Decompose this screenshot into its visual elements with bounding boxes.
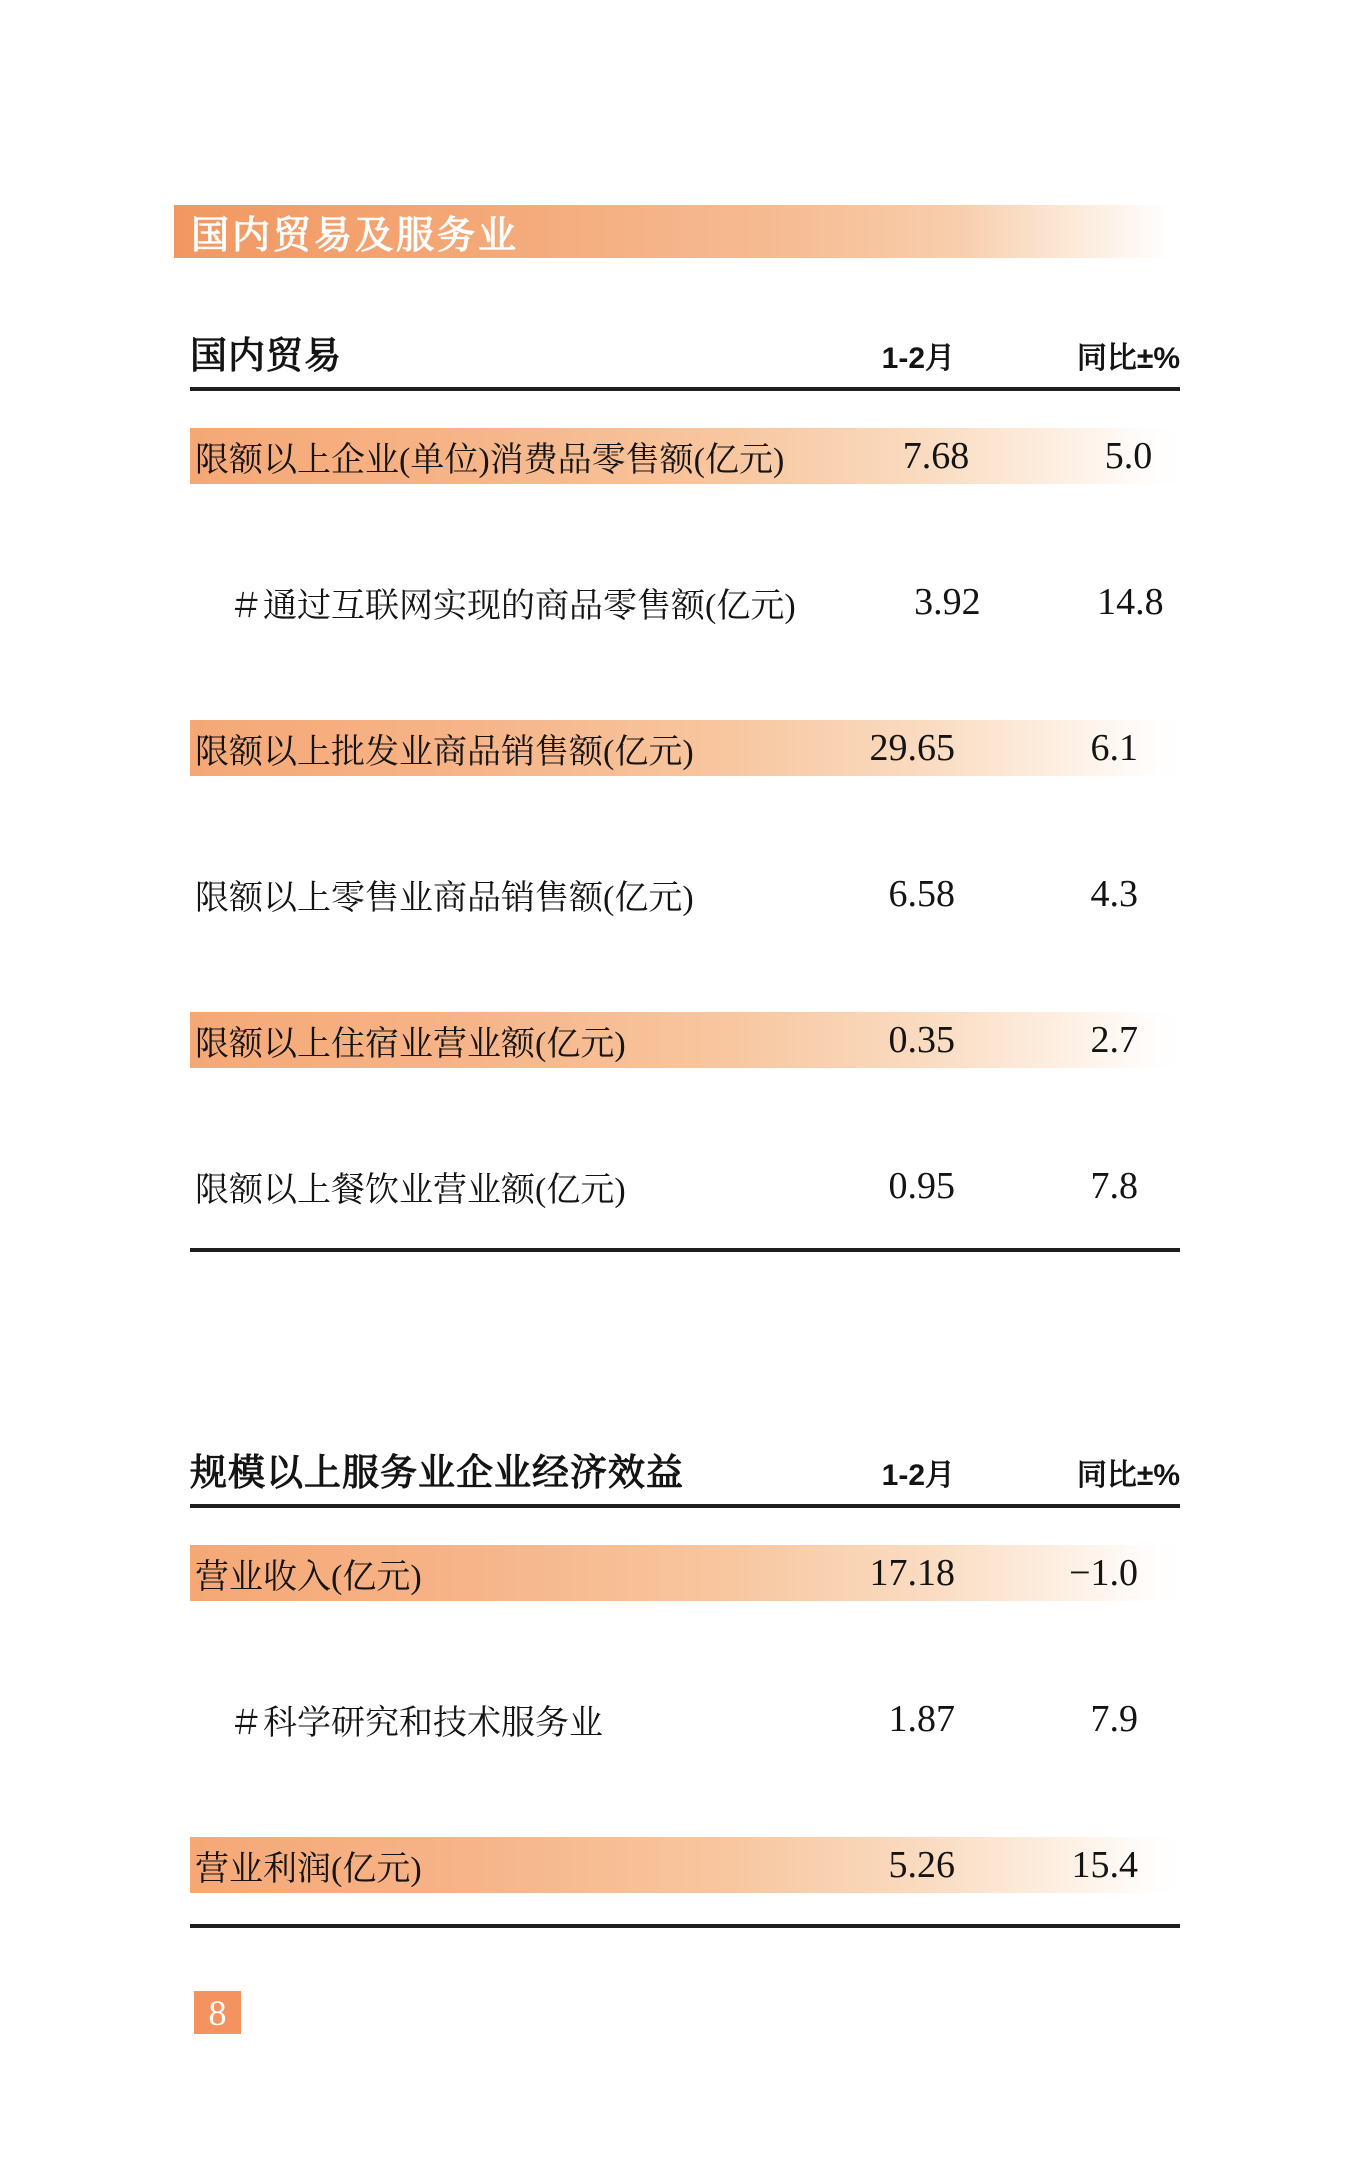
row-label: 限额以上零售业商品销售额(亿元)	[195, 879, 694, 917]
footer-divider	[190, 1924, 1180, 1928]
value-period: 29.65	[869, 727, 955, 769]
table-row	[190, 720, 1180, 776]
table-header	[190, 325, 1180, 387]
value-yoy: 7.8	[1090, 1165, 1138, 1207]
value-yoy: 5.0	[1104, 435, 1153, 477]
header-divider	[190, 1504, 1180, 1508]
value-yoy: 15.4	[1071, 1844, 1138, 1886]
header-divider	[190, 387, 1180, 391]
value-period: 1.87	[888, 1698, 955, 1740]
table-row	[190, 1691, 1180, 1747]
value-period: 0.95	[888, 1165, 955, 1207]
row-label: ＃通过互联网实现的商品零售额(亿元)	[229, 587, 796, 625]
table-row	[190, 428, 1180, 484]
page-number: 8	[208, 1992, 227, 2033]
row-label: 限额以上住宿业营业额(亿元)	[195, 1025, 626, 1063]
value-period: 6.58	[888, 873, 955, 915]
column-header-yoy: 同比±%	[1076, 342, 1180, 375]
page-number-badge	[194, 1991, 241, 2034]
row-label: 限额以上批发业商品销售额(亿元)	[195, 733, 694, 771]
table-row	[190, 1012, 1180, 1068]
value-period: 0.35	[888, 1019, 955, 1061]
table-services-benefit	[190, 1442, 1180, 1928]
table-domestic-trade	[190, 325, 1180, 1252]
section-title: 国内贸易及服务业	[191, 215, 520, 257]
table-row	[190, 866, 1180, 922]
row-label: 限额以上餐饮业营业额(亿元)	[195, 1171, 626, 1209]
row-label: 营业收入(亿元)	[195, 1558, 422, 1596]
column-header-period: 1-2月	[881, 342, 955, 375]
column-header-period: 1-2月	[881, 1459, 955, 1492]
value-yoy: 4.3	[1090, 873, 1138, 915]
table-title: 国内贸易	[190, 335, 342, 376]
table-title: 规模以上服务业企业经济效益	[190, 1452, 684, 1493]
section-banner	[174, 205, 1180, 258]
value-period: 3.92	[914, 581, 981, 623]
value-period: 7.68	[902, 435, 970, 477]
value-yoy: 14.8	[1097, 581, 1164, 623]
row-label: 营业利润(亿元)	[195, 1850, 422, 1888]
table-header	[190, 1442, 1180, 1504]
table-row	[190, 1545, 1180, 1601]
column-header-yoy: 同比±%	[1076, 1459, 1180, 1492]
table-row	[190, 1837, 1180, 1893]
table-row	[190, 574, 1180, 630]
value-yoy: −1.0	[1069, 1552, 1138, 1594]
value-yoy: 7.9	[1090, 1698, 1138, 1740]
value-yoy: 6.1	[1090, 727, 1138, 769]
value-yoy: 2.7	[1090, 1019, 1138, 1061]
value-period: 5.26	[888, 1844, 955, 1886]
row-label: ＃科学研究和技术服务业	[229, 1704, 603, 1742]
table-row	[190, 1158, 1180, 1214]
value-period: 17.18	[869, 1552, 955, 1594]
footer-divider	[190, 1248, 1180, 1252]
row-label: 限额以上企业(单位)消费品零售额(亿元)	[195, 441, 785, 479]
